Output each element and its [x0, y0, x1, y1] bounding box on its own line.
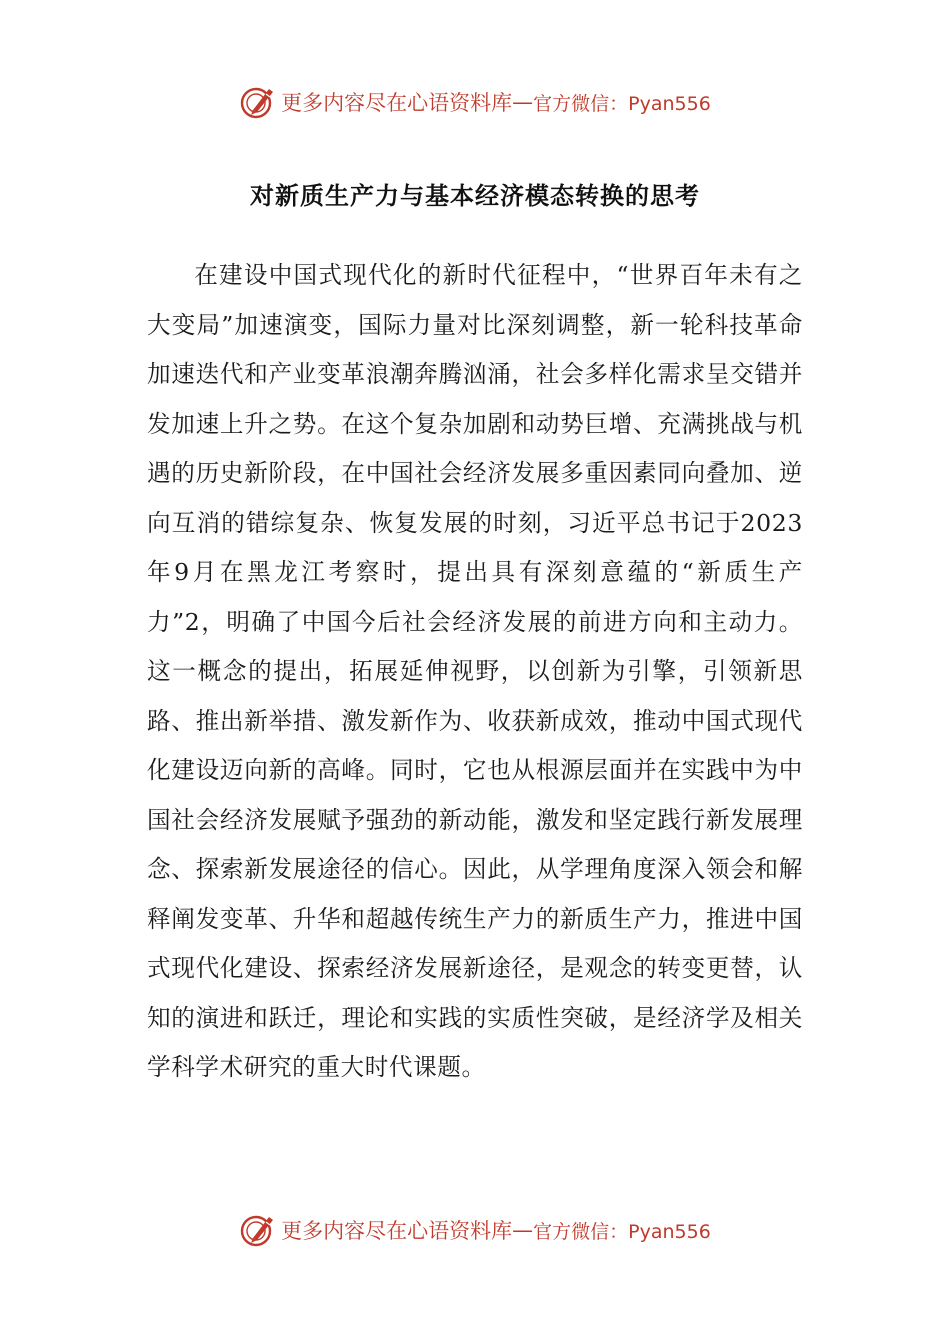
header-banner[interactable] [0, 80, 950, 124]
banner-text: 更多内容尽在心语资料库 [281, 91, 513, 115]
document-title: 对新质生产力与基本经济模态转换的思考 [250, 182, 700, 210]
banner-separator: — [512, 1218, 534, 1242]
pen-nib-logo-icon [239, 83, 277, 121]
banner-contact: 官方微信：Pyan556 [533, 1220, 711, 1243]
pen-nib-logo-icon [239, 1211, 277, 1249]
body-paragraph: 在建设中国式现代化的新时代征程中，“世界百年未有之大变局”加速演变，国际力量对比深刻调整，新一轮科技革命加速迭代和产业变革浪潮奔腾汹涌，社会多样化需求呈交错并发加速上升之势。在这个复杂加剧和动势巨增、充满挑战与机遇的历史新阶段，在中国社会经济发展多重因素同向叠加、逆向互消的错综复杂、恢复发展的时刻，习近平总书记于2023年9月在黑龙江考察时，提出具有深刻意蕴的“新质生产力”2，明确了中国今后社会经济发展的前进方向和主动力。这一概念的提出，拓展延伸视野，以创新为引擎，引领新思路、推出新举措、激发新作为、收获新成效，推动中国式现代化建设迈向新的高峰。同时，它也从根源层面并在实践中为中国社会经济发展赋予强劲的新动能，激发和坚定践行新发展理念、探索新发展途径的信心。因此，从学理角度深入领会和解释阐发变革、升华和超越传统生产力的新质生产力，推进中国式现代化建设、探索经济发展新途径，是观念的转变更替，认知的演进和跃迁，理论和实践的实质性突破，是经济学及相关学科学术研究的重大时代课题。 [147, 261, 803, 1081]
footer-banner[interactable] [0, 1208, 950, 1252]
banner-separator: — [512, 90, 534, 114]
banner-contact: 官方微信：Pyan556 [533, 92, 711, 115]
banner-text: 更多内容尽在心语资料库 [281, 1219, 513, 1243]
